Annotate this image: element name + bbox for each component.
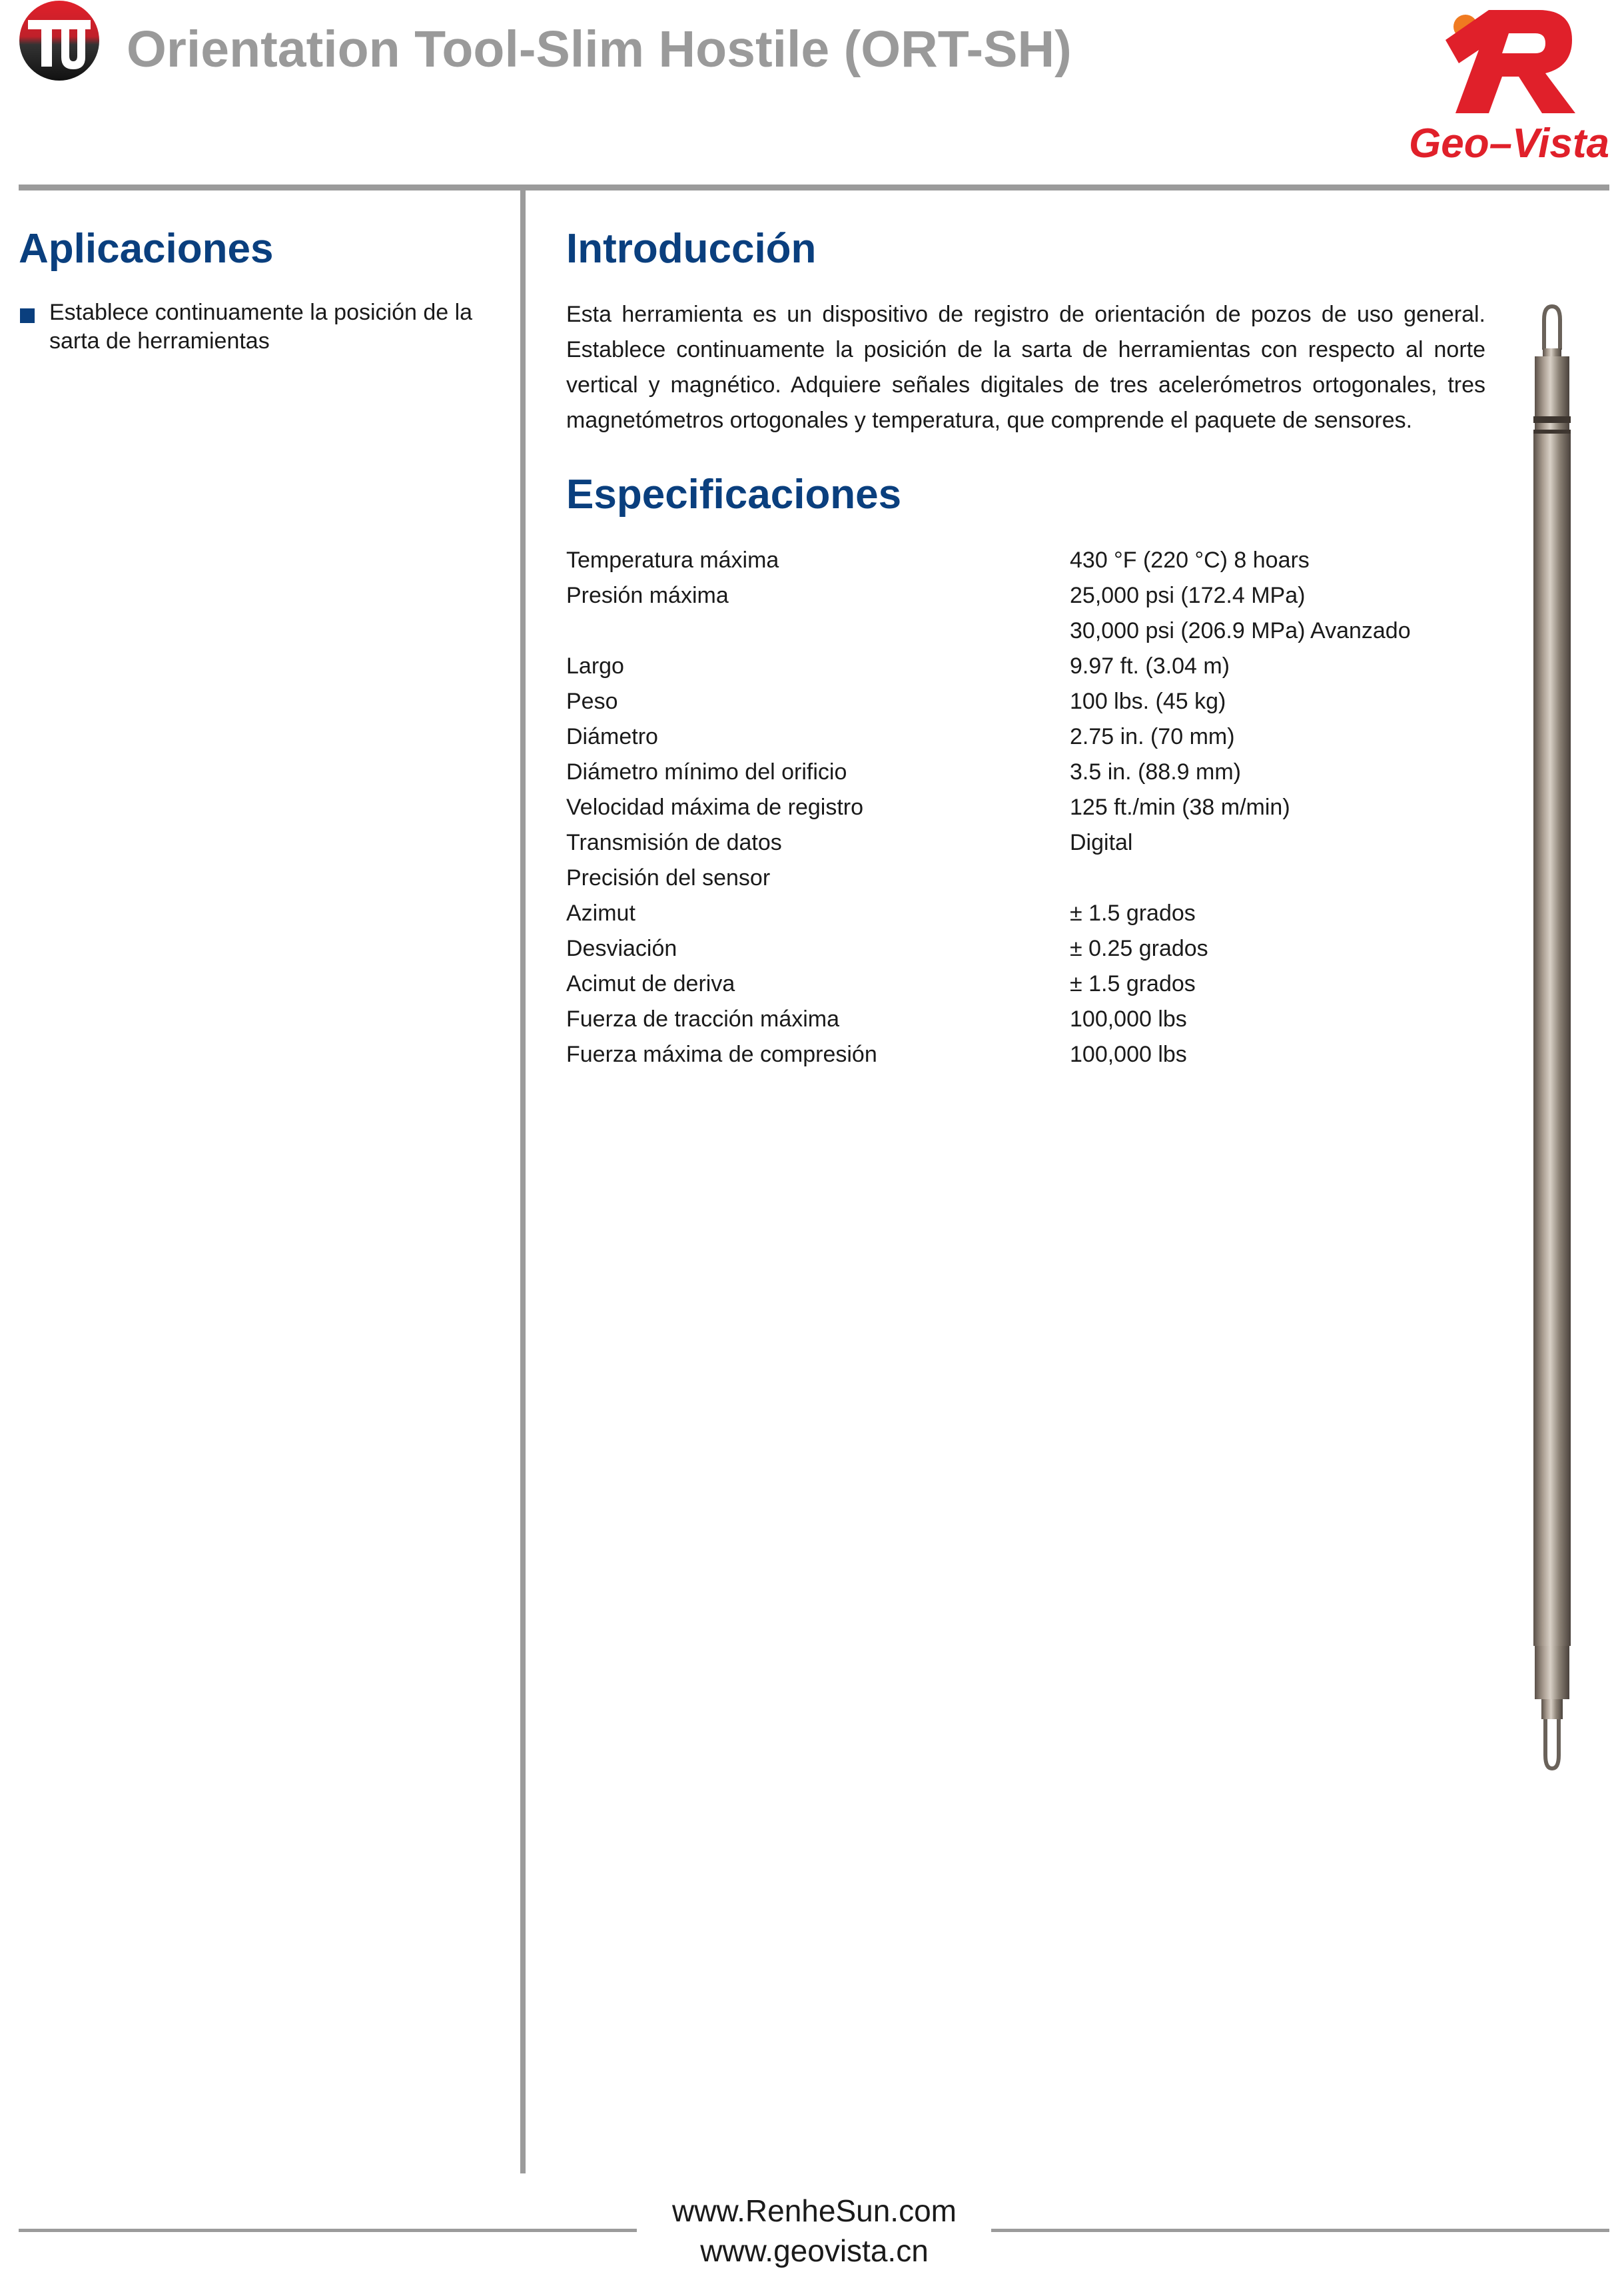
spec-value: 430 °F (220 °C) 8 hoars xyxy=(1070,548,1310,573)
table-row xyxy=(566,613,1499,649)
header-divider xyxy=(19,185,1609,191)
company-logo-icon xyxy=(19,0,100,81)
bullet-square-icon xyxy=(20,308,35,323)
spec-value: Digital xyxy=(1070,830,1133,855)
table-row xyxy=(566,790,1499,825)
page-title: Orientation Tool-Slim Hostile (ORT-SH) xyxy=(127,21,1072,78)
specifications-table xyxy=(566,543,1499,1072)
spec-label: Velocidad máxima de registro xyxy=(566,795,864,820)
table-row xyxy=(566,649,1499,684)
spec-value: 100 lbs. (45 kg) xyxy=(1070,689,1226,714)
applications-heading: Aplicaciones xyxy=(19,226,274,272)
applications-item-text: Establece continuamente la posición de la sarta de herramientas xyxy=(49,300,473,354)
spec-value: 30,000 psi (206.9 MPa) Avanzado xyxy=(1070,618,1411,643)
spec-label: Fuerza de tracción máxima xyxy=(566,1006,840,1032)
applications-list xyxy=(19,298,485,356)
spec-label: Azimut xyxy=(566,901,635,926)
spec-value: 100,000 lbs xyxy=(1070,1042,1187,1067)
brand-name: Geo–Vista xyxy=(1409,121,1609,167)
table-row xyxy=(566,719,1499,755)
table-row xyxy=(566,896,1499,931)
spec-label: Fuerza máxima de compresión xyxy=(566,1042,877,1067)
column-divider xyxy=(520,189,526,2173)
list-item xyxy=(19,298,485,356)
spec-label: Precisión del sensor xyxy=(566,865,771,891)
spec-label: Presión máxima xyxy=(566,583,729,608)
table-row xyxy=(566,578,1499,613)
spec-value: 25,000 psi (172.4 MPa) xyxy=(1070,583,1306,608)
table-row xyxy=(566,1037,1499,1072)
spec-label: Temperatura máxima xyxy=(566,548,779,573)
spec-label: Transmisión de datos xyxy=(566,830,782,855)
spec-value: ± 0.25 grados xyxy=(1070,936,1208,961)
spec-value: 100,000 lbs xyxy=(1070,1006,1187,1032)
footer-divider-right xyxy=(991,2229,1609,2232)
table-row xyxy=(566,966,1499,1002)
spec-value: 3.5 in. (88.9 mm) xyxy=(1070,759,1241,785)
introduction-heading: Introducción xyxy=(566,226,817,272)
specifications-heading: Especificaciones xyxy=(566,472,902,518)
spec-label: Desviación xyxy=(566,936,677,961)
table-row xyxy=(566,543,1499,578)
footer-divider-left xyxy=(19,2229,637,2232)
table-row xyxy=(566,684,1499,719)
footer-website-link[interactable]: www.geovista.cn xyxy=(700,2233,929,2268)
spec-value: 9.97 ft. (3.04 m) xyxy=(1070,653,1230,679)
spec-label: Acimut de deriva xyxy=(566,971,735,996)
tool-image xyxy=(1525,303,1579,1775)
introduction-text: Esta herramienta es un dispositivo de registro de orientación de pozos de uso general. Establece continuamente la posición de la sarta de herramientas con respecto al norte vertical y magnético. Adquiere señales digitales de tres acelerómetros ortogonales, tres magnetómetros ortogonales y temperatura, que comprende el paquete de sensores. xyxy=(566,302,1485,433)
spec-label: Diámetro mínimo del orificio xyxy=(566,759,847,785)
table-row xyxy=(566,755,1499,790)
spec-label: Diámetro xyxy=(566,724,658,749)
table-row xyxy=(566,1002,1499,1037)
spec-label: Largo xyxy=(566,653,624,679)
spec-value: 125 ft./min (38 m/min) xyxy=(1070,795,1290,820)
spec-value: ± 1.5 grados xyxy=(1070,971,1196,996)
spec-value: ± 1.5 grados xyxy=(1070,901,1196,926)
table-row xyxy=(566,825,1499,861)
spec-label: Peso xyxy=(566,689,618,714)
spec-value: 2.75 in. (70 mm) xyxy=(1070,724,1235,749)
footer-website-link[interactable]: www.RenheSun.com xyxy=(672,2193,957,2228)
table-row xyxy=(566,931,1499,966)
table-row xyxy=(566,861,1499,896)
